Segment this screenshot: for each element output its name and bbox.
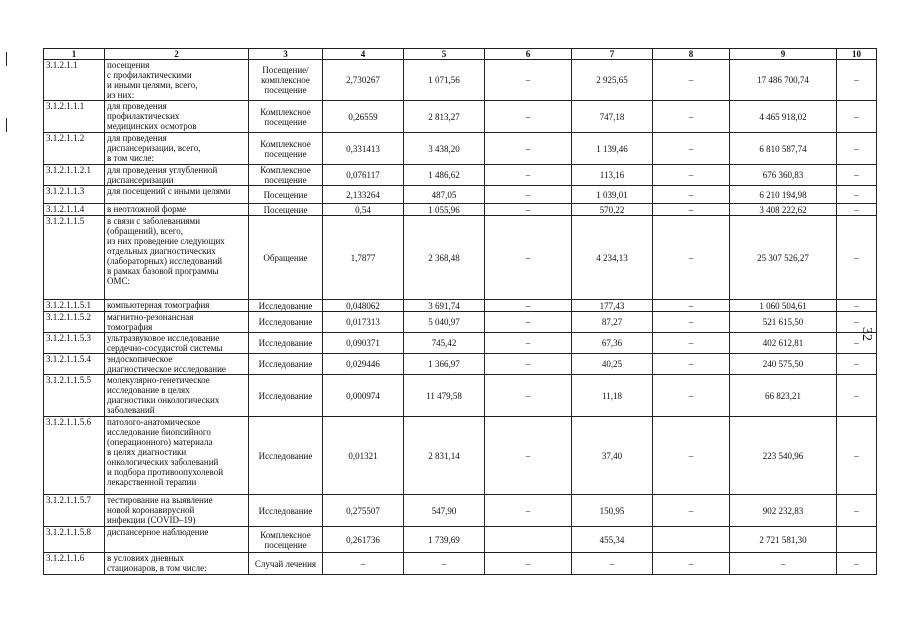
cell-c7: 455,34 bbox=[572, 527, 653, 553]
table-row bbox=[44, 495, 877, 527]
cell-c6: – bbox=[485, 186, 572, 204]
cell-c6: – bbox=[485, 553, 572, 575]
cell-c5: 5 040,97 bbox=[404, 312, 485, 333]
cell-c9: 17 486 700,74 bbox=[730, 60, 837, 101]
cell-unit: Комплексное посещение bbox=[249, 101, 323, 133]
cell-c6 bbox=[485, 527, 572, 553]
cell-name: в условиях дневных стационаров, в том числе: bbox=[105, 553, 249, 575]
column-header-1: 1 bbox=[44, 49, 105, 60]
column-header-8: 8 bbox=[653, 49, 730, 60]
cell-c6: – bbox=[485, 133, 572, 165]
cell-c10: – bbox=[837, 60, 877, 101]
cell-c5: 487,05 bbox=[404, 186, 485, 204]
page-number: 32 bbox=[859, 327, 874, 341]
cell-c7: 1 039,01 bbox=[572, 186, 653, 204]
cell-c4: 0,029446 bbox=[323, 354, 404, 375]
cell-c8: – bbox=[653, 101, 730, 133]
cell-name: молекулярно-генетическое исследование в целях диагностики онкологических заболеваний bbox=[105, 375, 249, 417]
column-header-4: 4 bbox=[323, 49, 404, 60]
cell-code: 3.1.2.1.1.5 bbox=[44, 216, 105, 300]
cell-c7: 177,43 bbox=[572, 300, 653, 312]
cell-unit: Комплексное посещение bbox=[249, 527, 323, 553]
cell-c10: – bbox=[837, 495, 877, 527]
cell-c8: – bbox=[653, 417, 730, 495]
cell-c10: – bbox=[837, 333, 877, 354]
cell-c5: 1 486,62 bbox=[404, 165, 485, 186]
cell-c8: – bbox=[653, 375, 730, 417]
column-header-6: 6 bbox=[485, 49, 572, 60]
table-row bbox=[44, 101, 877, 133]
cell-c4: 1,7877 bbox=[323, 216, 404, 300]
cell-code: 3.1.2.1.1.5.4 bbox=[44, 354, 105, 375]
cell-name: тестирование на выявление новой коронавирусной инфекции (COVID–19) bbox=[105, 495, 249, 527]
cell-c6: – bbox=[485, 495, 572, 527]
cell-c7: 87,27 bbox=[572, 312, 653, 333]
cell-c10 bbox=[837, 527, 877, 553]
cell-c5: 547,90 bbox=[404, 495, 485, 527]
cell-c9: 66 823,21 bbox=[730, 375, 837, 417]
cell-c4: 0,261736 bbox=[323, 527, 404, 553]
cell-code: 3.1.2.1.1.5.5 bbox=[44, 375, 105, 417]
table-row bbox=[44, 133, 877, 165]
cell-unit: Исследование bbox=[249, 312, 323, 333]
cell-c5: 2 831,14 bbox=[404, 417, 485, 495]
cell-c4: 0,076117 bbox=[323, 165, 404, 186]
cell-unit: Исследование bbox=[249, 375, 323, 417]
cell-c9: 1 060 504,61 bbox=[730, 300, 837, 312]
cell-c5: 745,42 bbox=[404, 333, 485, 354]
cell-name: диспансерное наблюдение bbox=[105, 527, 249, 553]
binding-mark-mid bbox=[6, 118, 7, 132]
cell-code: 3.1.2.1.1.5.2 bbox=[44, 312, 105, 333]
cell-c10: – bbox=[837, 312, 877, 333]
cell-c5: 1 739,69 bbox=[404, 527, 485, 553]
table-row bbox=[44, 186, 877, 204]
header-row bbox=[44, 49, 877, 60]
cell-c9: 223 540,96 bbox=[730, 417, 837, 495]
cell-c4: 0,000974 bbox=[323, 375, 404, 417]
cell-c8: – bbox=[653, 216, 730, 300]
cell-c5: 2 813,27 bbox=[404, 101, 485, 133]
cell-name: посещения с профилактическими и иными целями, всего, из них: bbox=[105, 60, 249, 101]
table-body bbox=[44, 60, 877, 575]
cell-c6: – bbox=[485, 300, 572, 312]
cell-unit: Посещение bbox=[249, 204, 323, 216]
cell-c4: 2,133264 bbox=[323, 186, 404, 204]
cell-c4: 0,26559 bbox=[323, 101, 404, 133]
cell-c6: – bbox=[485, 375, 572, 417]
cell-c7: 2 925,65 bbox=[572, 60, 653, 101]
cell-name: для проведения профилактических медицинских осмотров bbox=[105, 101, 249, 133]
cell-code: 3.1.2.1.1.2.1 bbox=[44, 165, 105, 186]
cell-unit: Случай лечения bbox=[249, 553, 323, 575]
cell-unit: Обращение bbox=[249, 216, 323, 300]
cell-c6: – bbox=[485, 417, 572, 495]
cell-code: 3.1.2.1.1.1 bbox=[44, 101, 105, 133]
cell-c4: – bbox=[323, 553, 404, 575]
table-row bbox=[44, 312, 877, 333]
cell-c4: 0,01321 bbox=[323, 417, 404, 495]
cell-c4: 0,275507 bbox=[323, 495, 404, 527]
cell-name: компьютерная томография bbox=[105, 300, 249, 312]
cell-c8: – bbox=[653, 312, 730, 333]
cell-code: 3.1.2.1.1.5.3 bbox=[44, 333, 105, 354]
cell-c10: – bbox=[837, 354, 877, 375]
table-row bbox=[44, 165, 877, 186]
cell-c7: 67,36 bbox=[572, 333, 653, 354]
cell-c7: 570,22 bbox=[572, 204, 653, 216]
cell-c4: 0,017313 bbox=[323, 312, 404, 333]
table-row bbox=[44, 333, 877, 354]
cell-c9: 2 721 581,30 bbox=[730, 527, 837, 553]
cell-c7: 40,25 bbox=[572, 354, 653, 375]
cell-name: для посещений с иными целями bbox=[105, 186, 249, 204]
cell-c7: 4 234,13 bbox=[572, 216, 653, 300]
cell-unit: Исследование bbox=[249, 333, 323, 354]
column-header-3: 3 bbox=[249, 49, 323, 60]
data-table bbox=[43, 48, 877, 575]
table-row bbox=[44, 204, 877, 216]
cell-code: 3.1.2.1.1.5.8 bbox=[44, 527, 105, 553]
cell-name: в связи с заболеваниями (обращений), всего, из них проведение следующих отдельных диагностических (лабораторных) исследований в рамках базовой программы ОМС: bbox=[105, 216, 249, 300]
cell-name: для проведения углубленной диспансеризации bbox=[105, 165, 249, 186]
cell-c5: 1 366,97 bbox=[404, 354, 485, 375]
cell-c10: – bbox=[837, 300, 877, 312]
cell-c8: – bbox=[653, 354, 730, 375]
cell-c9: – bbox=[730, 553, 837, 575]
column-header-5: 5 bbox=[404, 49, 485, 60]
cell-unit: Комплексное посещение bbox=[249, 165, 323, 186]
cell-c4: 0,54 bbox=[323, 204, 404, 216]
cell-c9: 402 612,81 bbox=[730, 333, 837, 354]
cell-c8 bbox=[653, 527, 730, 553]
column-header-10: 10 bbox=[837, 49, 877, 60]
cell-c10: – bbox=[837, 133, 877, 165]
cell-c10: – bbox=[837, 186, 877, 204]
cell-c8: – bbox=[653, 60, 730, 101]
cell-c6: – bbox=[485, 204, 572, 216]
cell-c10: – bbox=[837, 101, 877, 133]
cell-code: 3.1.2.1.1.5.7 bbox=[44, 495, 105, 527]
table-row bbox=[44, 553, 877, 575]
cell-c7: 150,95 bbox=[572, 495, 653, 527]
cell-c9: 6 210 194,98 bbox=[730, 186, 837, 204]
cell-c10: – bbox=[837, 375, 877, 417]
table-row bbox=[44, 300, 877, 312]
cell-c6: – bbox=[485, 312, 572, 333]
cell-unit: Комплексное посещение bbox=[249, 133, 323, 165]
cell-code: 3.1.2.1.1 bbox=[44, 60, 105, 101]
cell-c8: – bbox=[653, 495, 730, 527]
cell-unit: Исследование bbox=[249, 417, 323, 495]
cell-c8: – bbox=[653, 553, 730, 575]
cell-name: эндоскопическое диагностическое исследование bbox=[105, 354, 249, 375]
cell-c9: 521 615,50 bbox=[730, 312, 837, 333]
cell-c10: – bbox=[837, 204, 877, 216]
cell-name: ультразвуковое исследование сердечно-сосудистой системы bbox=[105, 333, 249, 354]
cell-c5: 3 438,20 bbox=[404, 133, 485, 165]
cell-c5: 11 479,58 bbox=[404, 375, 485, 417]
column-header-2: 2 bbox=[105, 49, 249, 60]
column-header-9: 9 bbox=[730, 49, 837, 60]
cell-code: 3.1.2.1.1.5.6 bbox=[44, 417, 105, 495]
table-row bbox=[44, 417, 877, 495]
cell-c7: 37,40 bbox=[572, 417, 653, 495]
cell-unit: Исследование bbox=[249, 354, 323, 375]
cell-name: магнитно-резонансная томография bbox=[105, 312, 249, 333]
cell-c8: – bbox=[653, 133, 730, 165]
cell-code: 3.1.2.1.1.2 bbox=[44, 133, 105, 165]
cell-name: патолого-анатомическое исследование биопсийного (операционного) материала в целях диагностики онкологических заболеваний и подбора противоопухолевой лекарственной терапии bbox=[105, 417, 249, 495]
cell-c5: 1 071,56 bbox=[404, 60, 485, 101]
cell-code: 3.1.2.1.1.3 bbox=[44, 186, 105, 204]
cell-name: для проведения диспансеризации, всего, в том числе: bbox=[105, 133, 249, 165]
cell-c4: 0,048062 bbox=[323, 300, 404, 312]
cell-c7: – bbox=[572, 553, 653, 575]
cell-c8: – bbox=[653, 186, 730, 204]
cell-c9: 902 232,83 bbox=[730, 495, 837, 527]
cell-c4: 0,090371 bbox=[323, 333, 404, 354]
cell-c8: – bbox=[653, 333, 730, 354]
cell-c7: 1 139,46 bbox=[572, 133, 653, 165]
cell-c4: 0,331413 bbox=[323, 133, 404, 165]
cell-unit: Исследование bbox=[249, 495, 323, 527]
cell-c9: 676 360,83 bbox=[730, 165, 837, 186]
cell-code: 3.1.2.1.1.4 bbox=[44, 204, 105, 216]
cell-c8: – bbox=[653, 300, 730, 312]
column-header-7: 7 bbox=[572, 49, 653, 60]
cell-c9: 6 810 587,74 bbox=[730, 133, 837, 165]
table-row bbox=[44, 216, 877, 300]
cell-unit: Посещение bbox=[249, 186, 323, 204]
cell-name: в неотложной форме bbox=[105, 204, 249, 216]
cell-c5: 3 691,74 bbox=[404, 300, 485, 312]
cell-c4: 2,730267 bbox=[323, 60, 404, 101]
table-row bbox=[44, 354, 877, 375]
cell-c5: 2 368,48 bbox=[404, 216, 485, 300]
cell-c9: 4 465 918,02 bbox=[730, 101, 837, 133]
cell-c10: – bbox=[837, 165, 877, 186]
cell-unit: Посещение/ комплексное посещение bbox=[249, 60, 323, 101]
cell-c8: – bbox=[653, 204, 730, 216]
cell-c6: – bbox=[485, 333, 572, 354]
cell-c9: 25 307 526,27 bbox=[730, 216, 837, 300]
table-row bbox=[44, 375, 877, 417]
binding-mark-top bbox=[6, 52, 7, 66]
cell-c7: 747,18 bbox=[572, 101, 653, 133]
cell-c6: – bbox=[485, 60, 572, 101]
table-row bbox=[44, 60, 877, 101]
cell-c8: – bbox=[653, 165, 730, 186]
cell-c6: – bbox=[485, 101, 572, 133]
cell-c7: 11,18 bbox=[572, 375, 653, 417]
cell-c6: – bbox=[485, 216, 572, 300]
cell-c10: – bbox=[837, 417, 877, 495]
cell-code: 3.1.2.1.1.6 bbox=[44, 553, 105, 575]
cell-c6: – bbox=[485, 165, 572, 186]
cell-c7: 113,16 bbox=[572, 165, 653, 186]
cell-c5: – bbox=[404, 553, 485, 575]
cell-code: 3.1.2.1.1.5.1 bbox=[44, 300, 105, 312]
cell-c5: 1 055,96 bbox=[404, 204, 485, 216]
table-row bbox=[44, 527, 877, 553]
cell-c9: 3 408 222,62 bbox=[730, 204, 837, 216]
cell-c9: 240 575,50 bbox=[730, 354, 837, 375]
cell-c10: – bbox=[837, 553, 877, 575]
cell-c6: – bbox=[485, 354, 572, 375]
cell-unit: Исследование bbox=[249, 300, 323, 312]
cell-c10: – bbox=[837, 216, 877, 300]
